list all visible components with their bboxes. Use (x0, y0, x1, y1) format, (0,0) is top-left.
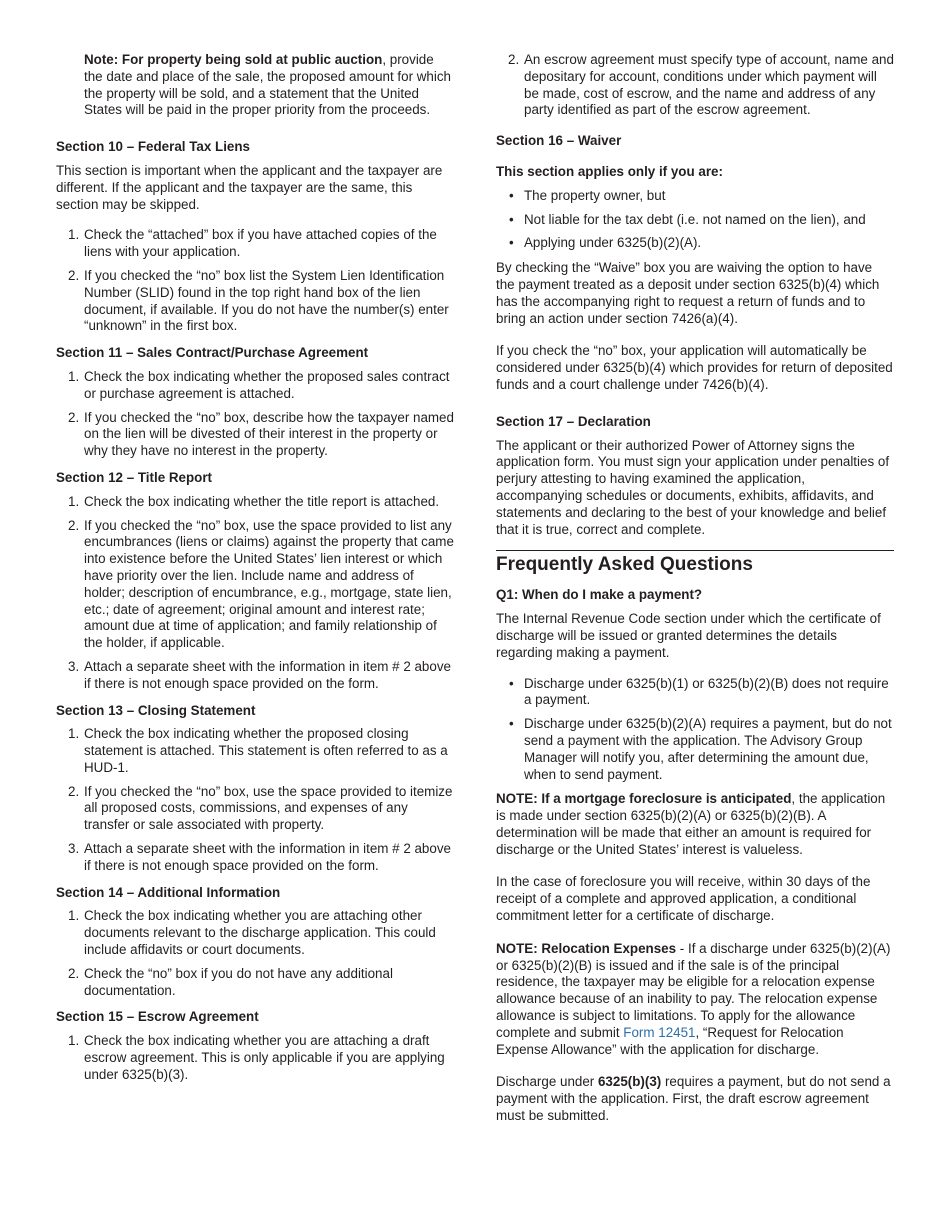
bullet-icon: • (509, 235, 514, 251)
bullet-icon: • (509, 675, 514, 691)
list-item: • Not liable for the tax debt (i.e. not named on the lien), and (509, 211, 866, 227)
list-item: • Discharge under 6325(b)(2)(A) requires a payment, but do not send a payment with the application. The Advisory Group Manager will notify you, after determining the amount due, when to send payment. (509, 716, 892, 782)
list-item: 3. Attach a separate sheet with the information in item # 2 above if there is not enough space provided on the form. (68, 658, 451, 691)
bullet-icon: • (509, 211, 514, 227)
list-item: 2. An escrow agreement must specify type of account, name and depositary for account, conditions under which payment will be made, cost of escrow, and the name and address of any party identified as part of the escrow agreement. (508, 52, 894, 118)
discharge-b3-paragraph: Discharge under 6325(b)(3) requires a payment, but do not send a payment with the application. First, the draft escrow agreement must be submitted. (496, 1074, 891, 1124)
section-16-para-2: If you check the “no” box, your application will automatically be considered under 6325(b)(4) which provides for return of deposited funds and a court challenge under 7426(b)(4). (496, 343, 893, 392)
list-item: 2. If you checked the “no” box list the System Lien Identification Number (SLID) found in the top right hand box of the lien document, if available. If you do not have the number(s) enter “unknown” in the first box. (68, 267, 449, 334)
faq-title: Frequently Asked Questions (496, 554, 753, 576)
section-16-bullets (496, 188, 894, 252)
faq-q1: Q1: When do I make a payment? (496, 587, 703, 603)
bullet-icon: • (509, 716, 514, 732)
list-item: 1. Check the box indicating whether you are attaching a draft escrow agreement. This is only applicable if you are applying under 6325(b)(3). (68, 1033, 445, 1082)
section-16-applies: This section applies only if you are: (496, 163, 723, 179)
section-14-list (56, 908, 456, 999)
list-item: 2. If you checked the “no” box, use the space provided to list any encumbrances (liens or claims) against the property that came into existence before the United States’ lien interest or which have priority over the lien. Include name and address of holder; description of encumbrance, e.g., mortgage, state lien, etc.; date of agreement; original amount and interest rate; amount due at time of application; and family relationship of the holder, if applicable. (68, 517, 454, 651)
foreclosure-paragraph: In the case of foreclosure you will receive, within 30 days of the receipt of a complete and approved application, a conditional commitment letter for a certificate of discharge. (496, 874, 871, 924)
section-16-heading: Section 16 – Waiver (496, 133, 622, 149)
section-14-heading: Section 14 – Additional Information (56, 884, 281, 900)
section-10-list (56, 227, 456, 335)
section-12-list (56, 494, 456, 693)
list-item: • The property owner, but (509, 187, 666, 203)
section-15-list (56, 1033, 456, 1083)
section-10-intro: This section is important when the applicant and the taxpayer are different. If the applicant and the taxpayer are the same, this section may be skipped. (56, 162, 443, 212)
list-item: 2. Check the “no” box if you do not have any additional documentation. (68, 965, 393, 998)
form-12451-link[interactable]: Form 12451 (623, 1024, 696, 1040)
auction-note: Note: For property being sold at public auction, provide the date and place of the sale, the proposed amount for which the property will be sold, and a statement that the United States will be paid in the proper priority from the proceeds. (84, 52, 452, 118)
section-17-text: The applicant or their authorized Power of Attorney signs the application form. You must sign your application under penalties of perjury attesting to having examined the application, accompanying schedules or documents, exhibits, affidavits, and statements and declaring to the best of your knowledge and belief that it is true, correct and complete. (496, 437, 890, 537)
section-15-heading: Section 15 – Escrow Agreement (56, 1009, 259, 1025)
list-item: 1. Check the box indicating whether you are attaching other documents relevant to the discharge application. This could include affidavits or court documents. (68, 908, 436, 958)
faq-q1-bullets (496, 676, 894, 784)
right-column (496, 52, 894, 1125)
section-10-heading: Section 10 – Federal Tax Liens (56, 139, 250, 155)
faq-q1-intro: The Internal Revenue Code section under which the certificate of discharge will be issued or granted determines the details regarding making a payment. (496, 611, 881, 660)
mortgage-foreclosure-note: NOTE: If a mortgage foreclosure is anticipated, the application is made under section 6325(b)(2)(A) or 6325(b)(2)(B). A determination will be made that either an amount is required for discharge or the United States’ interest is valueless. (496, 791, 886, 857)
list-item: 1. Check the box indicating whether the proposed sales contract or purchase agreement is attached. (68, 368, 450, 401)
section-11-list (56, 369, 456, 460)
list-item: • Discharge under 6325(b)(1) or 6325(b)(2)(B) does not require a payment. (509, 675, 889, 708)
section-17-heading: Section 17 – Declaration (496, 413, 651, 429)
list-item: • Applying under 6325(b)(2)(A). (509, 235, 702, 251)
section-15-list-continued (496, 52, 894, 119)
list-item: 1. Check the “attached” box if you have attached copies of the liens with your application. (68, 227, 437, 260)
relocation-expenses-note: NOTE: Relocation Expenses - If a discharge under 6325(b)(2)(A) or 6325(b)(2)(B) is issued and if the sale is of the principal residence, the taxpayer may be eligible for a relocation expense allowance because of an inability to pay. The relocation expense allowance is subject to limitations. To apply for the allowance complete and submit Form 12451, “Request for Relocation Expense Allowance” with the application for discharge. (496, 940, 891, 1057)
list-item: 2. If you checked the “no” box, describe how the taxpayer named on the lien will be divested of their interest in the property or why they have no interest in the property. (68, 409, 454, 459)
section-12-heading: Section 12 – Title Report (56, 469, 213, 485)
list-item: 1. Check the box indicating whether the title report is attached. (68, 493, 440, 509)
section-11-heading: Section 11 – Sales Contract/Purchase Agreement (56, 345, 369, 361)
section-13-heading: Section 13 – Closing Statement (56, 702, 256, 718)
section-16-para-1: By checking the “Waive” box you are waiving the option to have the payment treated as a deposit under section 6325(b)(4) which has the accompanying right to request a return of funds and to bring an action under section 7426(a)(4). (496, 260, 880, 326)
list-item: 2. If you checked the “no” box, use the space provided to itemize all proposed costs, commissions, and expenses of any transfer or sale associated with property. (68, 783, 453, 833)
list-item: 3. Attach a separate sheet with the information in item # 2 above if there is not enough space provided on the form. (68, 841, 451, 873)
section-13-list (56, 726, 456, 874)
faq-divider (496, 550, 894, 551)
bullet-icon: • (509, 187, 514, 203)
list-item: 1. Check the box indicating whether the proposed closing statement is attached. This statement is often referred to as a HUD-1. (68, 726, 448, 775)
left-column (56, 52, 456, 1094)
